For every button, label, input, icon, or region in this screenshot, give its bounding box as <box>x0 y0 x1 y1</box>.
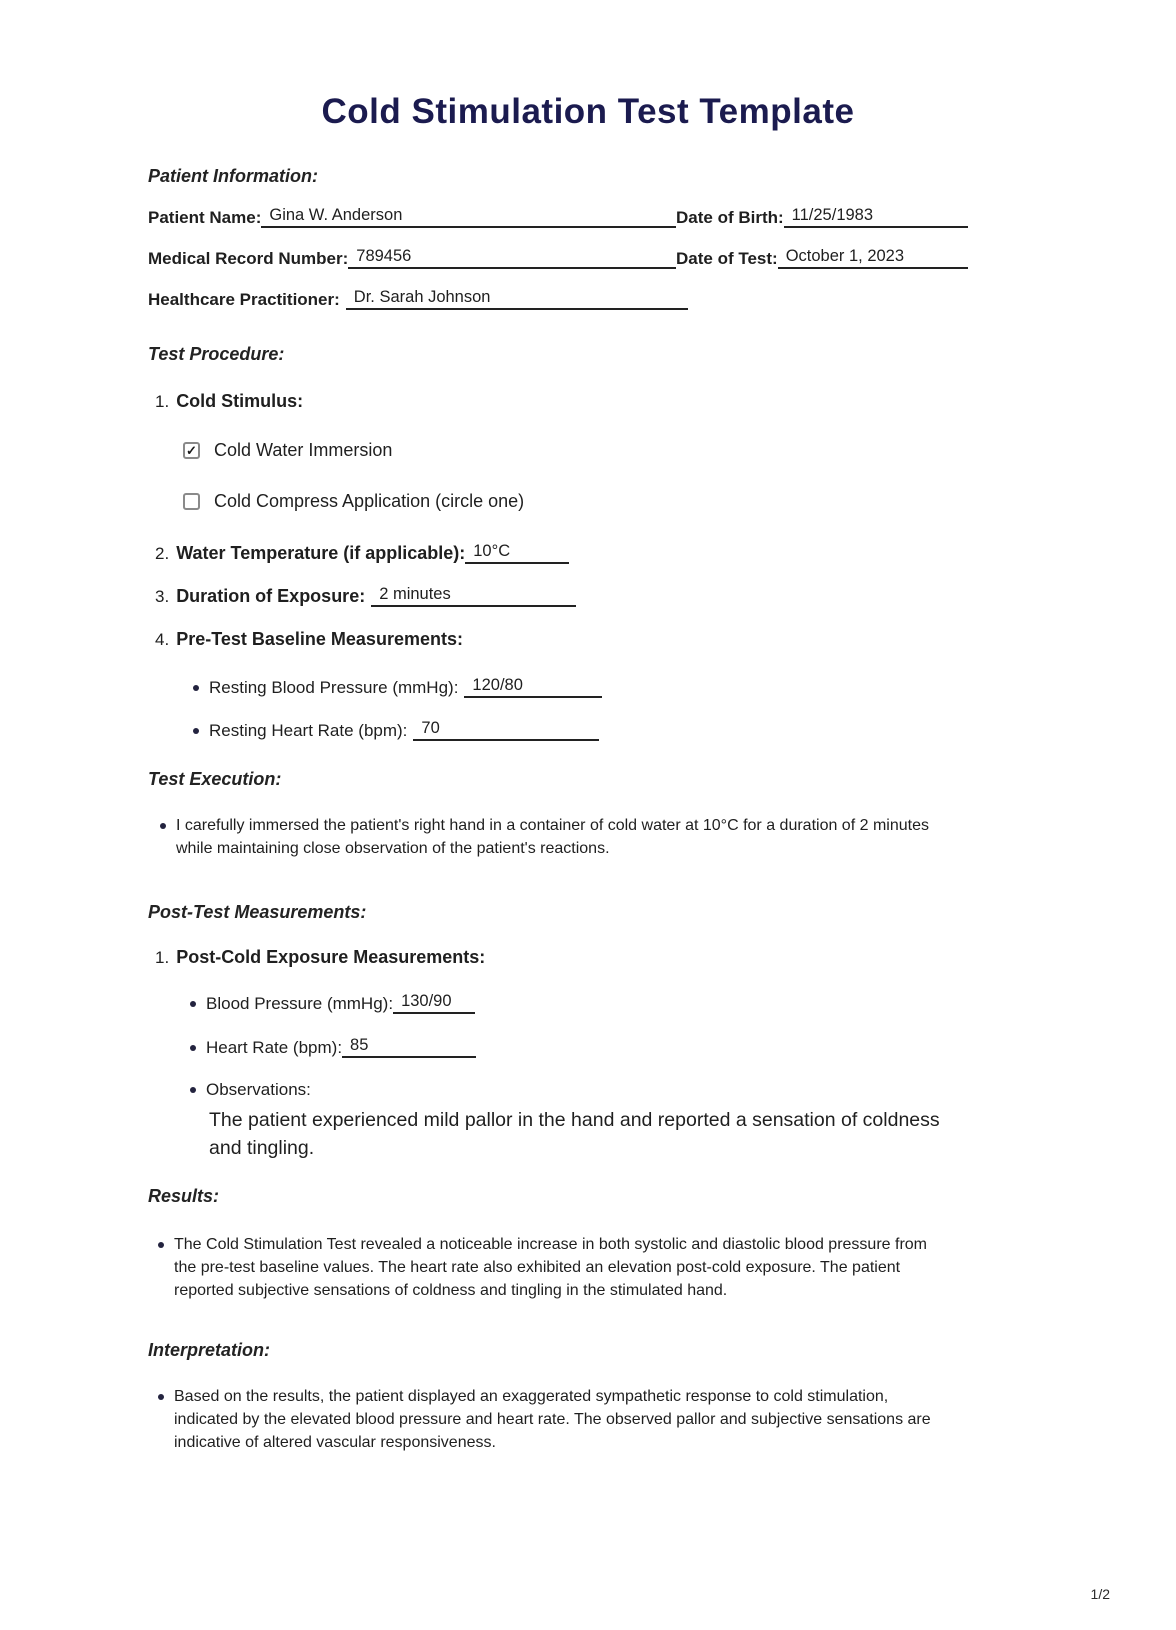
bullet-resting-blood-pressure <box>193 676 1176 698</box>
patient-name-label: Patient Name: <box>148 208 262 227</box>
results-text: The Cold Stimulation Test revealed a noticeable increase in both systolic and diastolic blood pressure from the pre-test baseline values. The heart rate also exhibited an elevation post-cold exposure. The patient reported subjective sensations of coldness and tingling in the stimulated hand. <box>174 1236 927 1299</box>
patient-name-field[interactable]: Gina W. Anderson <box>261 206 676 228</box>
option-cold-water-immersion <box>183 440 1176 461</box>
post-bp-label: Blood Pressure (mmHg): <box>206 994 394 1013</box>
date-of-test-label: Date of Test: <box>676 249 778 268</box>
item-cold-stimulus <box>155 391 1176 412</box>
item-number: 1. <box>155 948 170 967</box>
test-execution-bullet <box>160 814 1176 860</box>
page-indicator: 1/2 <box>1090 1586 1110 1602</box>
resting-bp-label: Resting Blood Pressure (mmHg): <box>209 678 459 697</box>
item-duration-exposure <box>155 585 1176 607</box>
bullet-icon <box>193 685 199 691</box>
duration-exposure-label: Duration of Exposure: <box>176 586 366 606</box>
bullet-resting-heart-rate <box>193 719 1176 741</box>
bullet-icon <box>190 1045 196 1051</box>
item-number: 1. <box>155 392 170 411</box>
field-row-practitioner <box>148 288 1176 310</box>
observations-text: The patient experienced mild pallor in the hand and reported a sensation of coldness and tingling. <box>209 1109 940 1159</box>
section-heading-test-execution: Test Execution: <box>148 769 282 789</box>
bullet-icon <box>158 1394 164 1400</box>
interpretation-bullet <box>158 1385 1176 1454</box>
resting-bp-field[interactable]: 120/80 <box>464 676 602 698</box>
duration-exposure-field[interactable]: 2 minutes <box>371 585 576 607</box>
water-temperature-label: Water Temperature (if applicable): <box>176 543 466 563</box>
medical-record-number-label: Medical Record Number: <box>148 249 349 268</box>
item-number: 3. <box>155 587 170 606</box>
field-row-mrn-testdate <box>148 247 1176 269</box>
bullet-post-heart-rate <box>190 1036 1176 1058</box>
post-hr-field[interactable]: 85 <box>342 1036 476 1058</box>
section-heading-results: Results: <box>148 1186 220 1206</box>
section-heading-test-procedure: Test Procedure: <box>148 344 285 364</box>
medical-record-number-field[interactable]: 789456 <box>348 247 676 269</box>
resting-hr-label: Resting Heart Rate (bpm): <box>209 721 408 740</box>
option-cold-compress <box>183 491 1176 512</box>
cold-compress-checkbox[interactable] <box>183 493 200 510</box>
cold-stimulus-label: Cold Stimulus: <box>176 391 304 411</box>
results-bullet <box>158 1233 1176 1302</box>
bullet-icon <box>158 1242 164 1248</box>
bullet-icon <box>160 823 166 829</box>
bullet-post-blood-pressure <box>190 992 1176 1014</box>
post-hr-label: Heart Rate (bpm): <box>206 1038 343 1057</box>
item-number: 2. <box>155 544 170 563</box>
test-execution-text: I carefully immersed the patient's right hand in a container of cold water at 10°C for a duration of 2 minutes while maintaining close observation of the patient's reactions. <box>176 817 929 857</box>
item-water-temperature <box>155 542 1176 564</box>
item-pretest-baseline <box>155 629 1176 650</box>
section-heading-post-test: Post-Test Measurements: <box>148 902 367 922</box>
observations-label: Observations: <box>206 1080 311 1099</box>
section-heading-patient-information: Patient Information: <box>148 166 318 186</box>
healthcare-practitioner-label: Healthcare Practitioner: <box>148 290 340 309</box>
interpretation-text: Based on the results, the patient displayed an exaggerated sympathetic response to cold stimulation, indicated by the elevated blood pressure and heart rate. The observed pallor and subjective sensations are indicative of altered vascular responsiveness. <box>174 1388 931 1451</box>
page-title: Cold Stimulation Test Template <box>321 92 855 131</box>
cold-compress-label: Cold Compress Application (circle one) <box>214 491 525 511</box>
date-of-birth-label: Date of Birth: <box>676 208 784 227</box>
date-of-test-field[interactable]: October 1, 2023 <box>778 247 968 269</box>
cold-water-immersion-label: Cold Water Immersion <box>214 440 393 460</box>
field-row-name-dob <box>148 206 1176 228</box>
item-number: 4. <box>155 630 170 649</box>
bullet-icon <box>193 728 199 734</box>
bullet-icon <box>190 1087 196 1093</box>
date-of-birth-field[interactable]: 11/25/1983 <box>784 206 968 228</box>
resting-hr-field[interactable]: 70 <box>413 719 599 741</box>
bullet-icon <box>190 1001 196 1007</box>
post-cold-exposure-label: Post-Cold Exposure Measurements: <box>176 947 486 967</box>
item-post-cold-exposure <box>155 947 1176 968</box>
pretest-baseline-label: Pre-Test Baseline Measurements: <box>176 629 463 649</box>
section-heading-interpretation: Interpretation: <box>148 1340 271 1360</box>
healthcare-practitioner-field[interactable]: Dr. Sarah Johnson <box>346 288 688 310</box>
water-temperature-field[interactable]: 10°C <box>465 542 569 564</box>
post-bp-field[interactable]: 130/90 <box>393 992 475 1014</box>
bullet-observations <box>190 1080 1176 1100</box>
cold-water-immersion-checkbox[interactable]: ✓ <box>183 442 200 459</box>
